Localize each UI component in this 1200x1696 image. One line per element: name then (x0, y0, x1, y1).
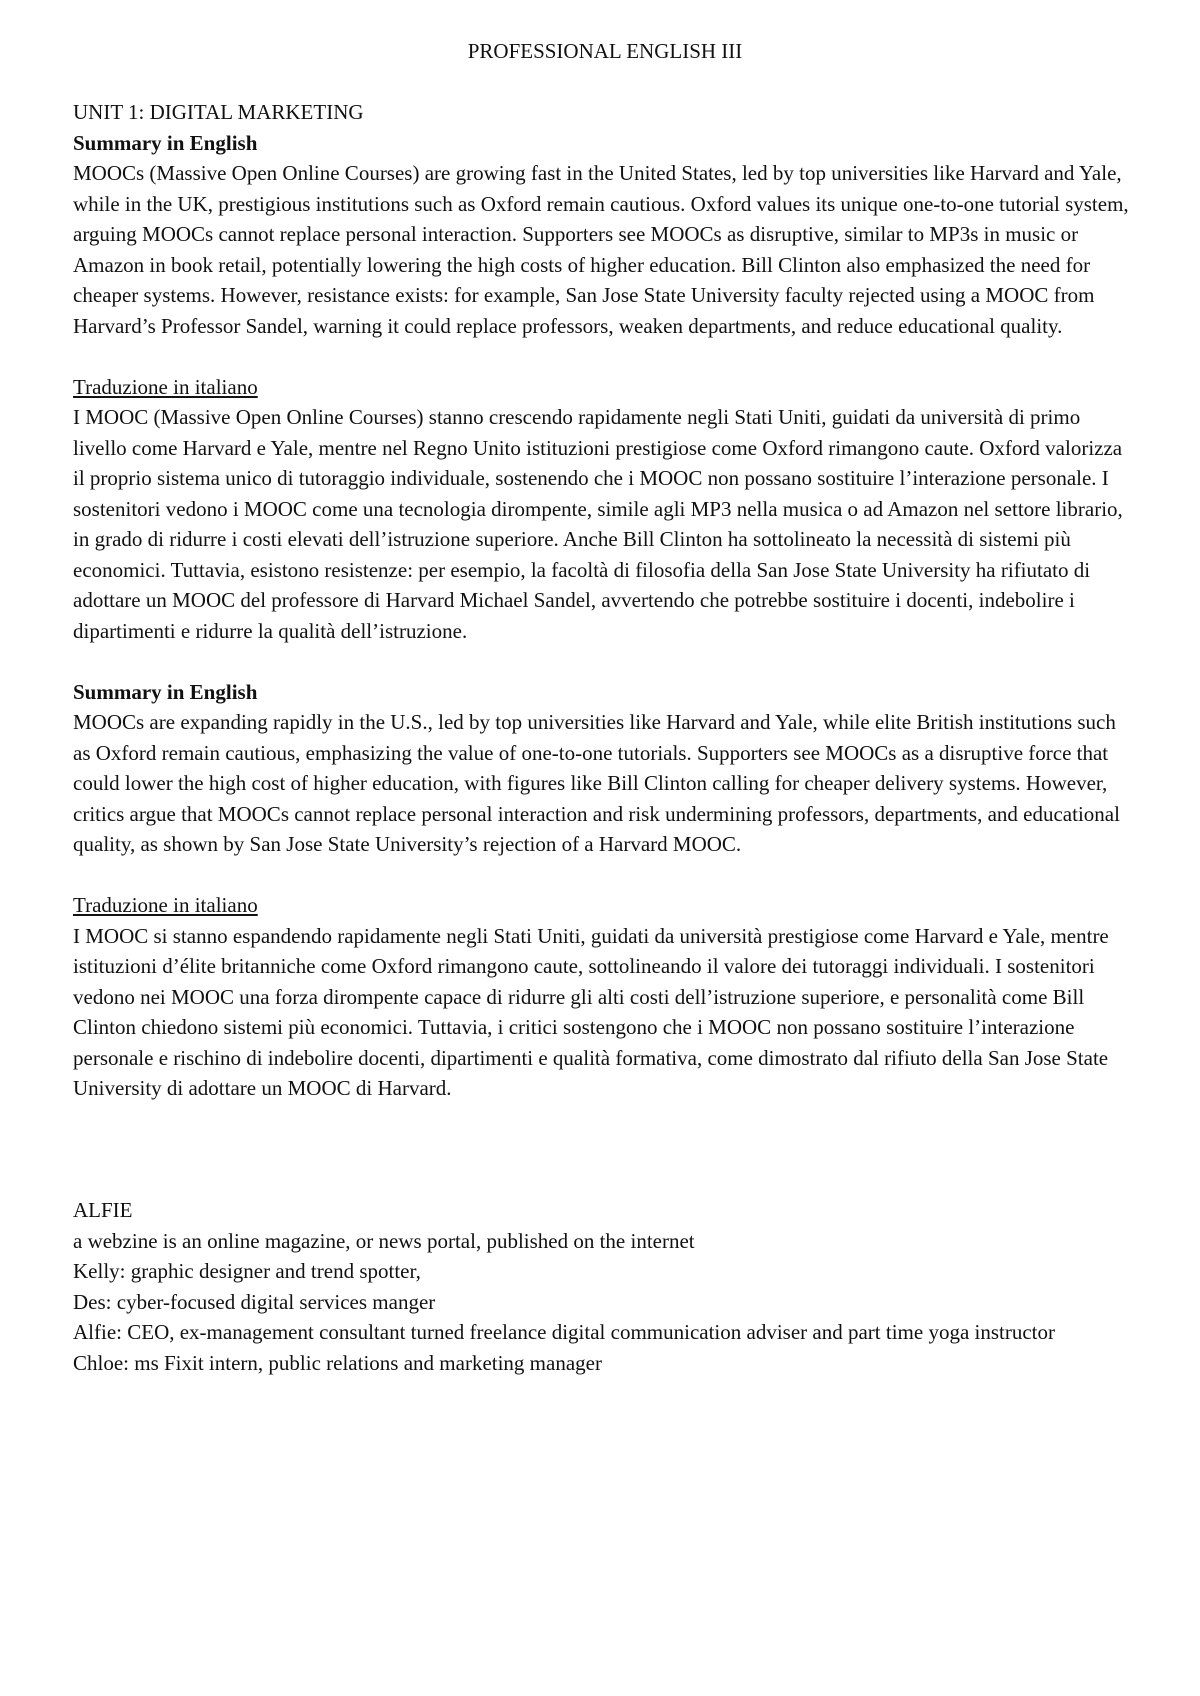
notes-line: a webzine is an online magazine, or news portal, published on the internet (73, 1228, 695, 1253)
spacer (73, 341, 1137, 372)
section-heading: Traduzione in italiano (73, 893, 258, 917)
section-heading: Traduzione in italiano (73, 374, 258, 399)
spacer (73, 646, 1137, 677)
section-body: I MOOC si stanno espandendo rapidamente negli Stati Uniti, guidati da università prestigiose come Harvard e Yale, mentre istituzioni d’élite britanniche come Oxford rimangono caute, sottolineando il valore dei tutoraggi individuali. I sostenitori vedono nei MOOC una forza dirompente capace di ridurre gli alti costi dell’istruzione superiore, e personalità come Bill Clinton chiedono sistemi più economici. Tuttavia, i critici sostengono che i MOOC non possano sostituire l’interazione personale e rischino di indebolire docenti, dipartimenti e qualità formativa, come dimostrato dal rifiuto della San Jose State University di adottare un MOOC di Harvard. (73, 923, 1109, 1100)
spacer (73, 1104, 1137, 1196)
notes-line: Alfie: CEO, ex-management consultant turned freelance digital communication adviser and part time yoga instructor (73, 1320, 1056, 1344)
section-translation-italian-2 (73, 890, 1137, 1104)
section-heading: Summary in English (73, 130, 258, 155)
spacer (73, 67, 1137, 98)
notes-line: Kelly: graphic designer and trend spotter, (73, 1259, 421, 1283)
section-body: MOOCs (Massive Open Online Courses) are growing fast in the United States, led by top universities like Harvard and Yale, while in the UK, prestigious institutions such as Oxford remain cautious. Oxford values its unique one-to-one tutorial system, arguing MOOCs cannot replace personal interaction. Supporters see MOOCs as disruptive, similar to MP3s in music or Amazon in book retail, potentially lowering the high costs of higher education. Bill Clinton also emphasized the need for cheaper systems. However, resistance exists: for example, San Jose State University faculty rejected using a MOOC from Harvard’s Professor Sandel, warning it could replace professors, weaken departments, and reduce educational quality. (73, 161, 1129, 338)
section-heading: Summary in English (73, 679, 258, 704)
notes-section (73, 1195, 1137, 1378)
document-page (73, 36, 1137, 1378)
notes-heading: ALFIE (73, 1198, 133, 1222)
document-title: PROFESSIONAL ENGLISH III (467, 39, 743, 63)
section-summary-english-2 (73, 677, 1137, 860)
section-translation-italian-1 (73, 372, 1137, 647)
unit-title: UNIT 1: DIGITAL MARKETING (73, 100, 364, 124)
section-body: I MOOC (Massive Open Online Courses) stanno crescendo rapidamente negli Stati Uniti, guidati da università di primo livello come Harvard e Yale, mentre nel Regno Unito istituzioni prestigiose come Oxford rimangono caute. Oxford valorizza il proprio sistema unico di tutoraggio individuale, sostenendo che i MOOC non possano sostituire l’interazione personale. I sostenitori vedono i MOOC come una tecnologia dirompente, simile agli MP3 nella musica o ad Amazon nel settore librario, in grado di ridurre i costi elevati dell’istruzione superiore. Anche Bill Clinton ha sottolineato la necessità di sistemi più economici. Tuttavia, esistono resistenze: per esempio, la facoltà di filosofia della San Jose State University ha rifiutato di adottare un MOOC del professore di Harvard Michael Sandel, avvertendo che potrebbe sostituire i docenti, indebolire i dipartimenti e ridurre la qualità dell’istruzione. (73, 405, 1123, 643)
notes-line: Chloe: ms Fixit intern, public relations and marketing manager (73, 1350, 602, 1375)
notes-line: Des: cyber-focused digital services manger (73, 1289, 436, 1314)
spacer (73, 860, 1137, 891)
section-body: MOOCs are expanding rapidly in the U.S., led by top universities like Harvard and Yale, while elite British institutions such as Oxford remain cautious, emphasizing the value of one-to-one tutorials. Supporters see MOOCs as a disruptive force that could lower the high cost of higher education, with figures like Bill Clinton calling for cheaper delivery systems. However, critics argue that MOOCs cannot replace personal interaction and risk undermining professors, departments, and educational quality, as shown by San Jose State University’s rejection of a Harvard MOOC. (73, 710, 1120, 856)
section-summary-english-1 (73, 128, 1137, 342)
